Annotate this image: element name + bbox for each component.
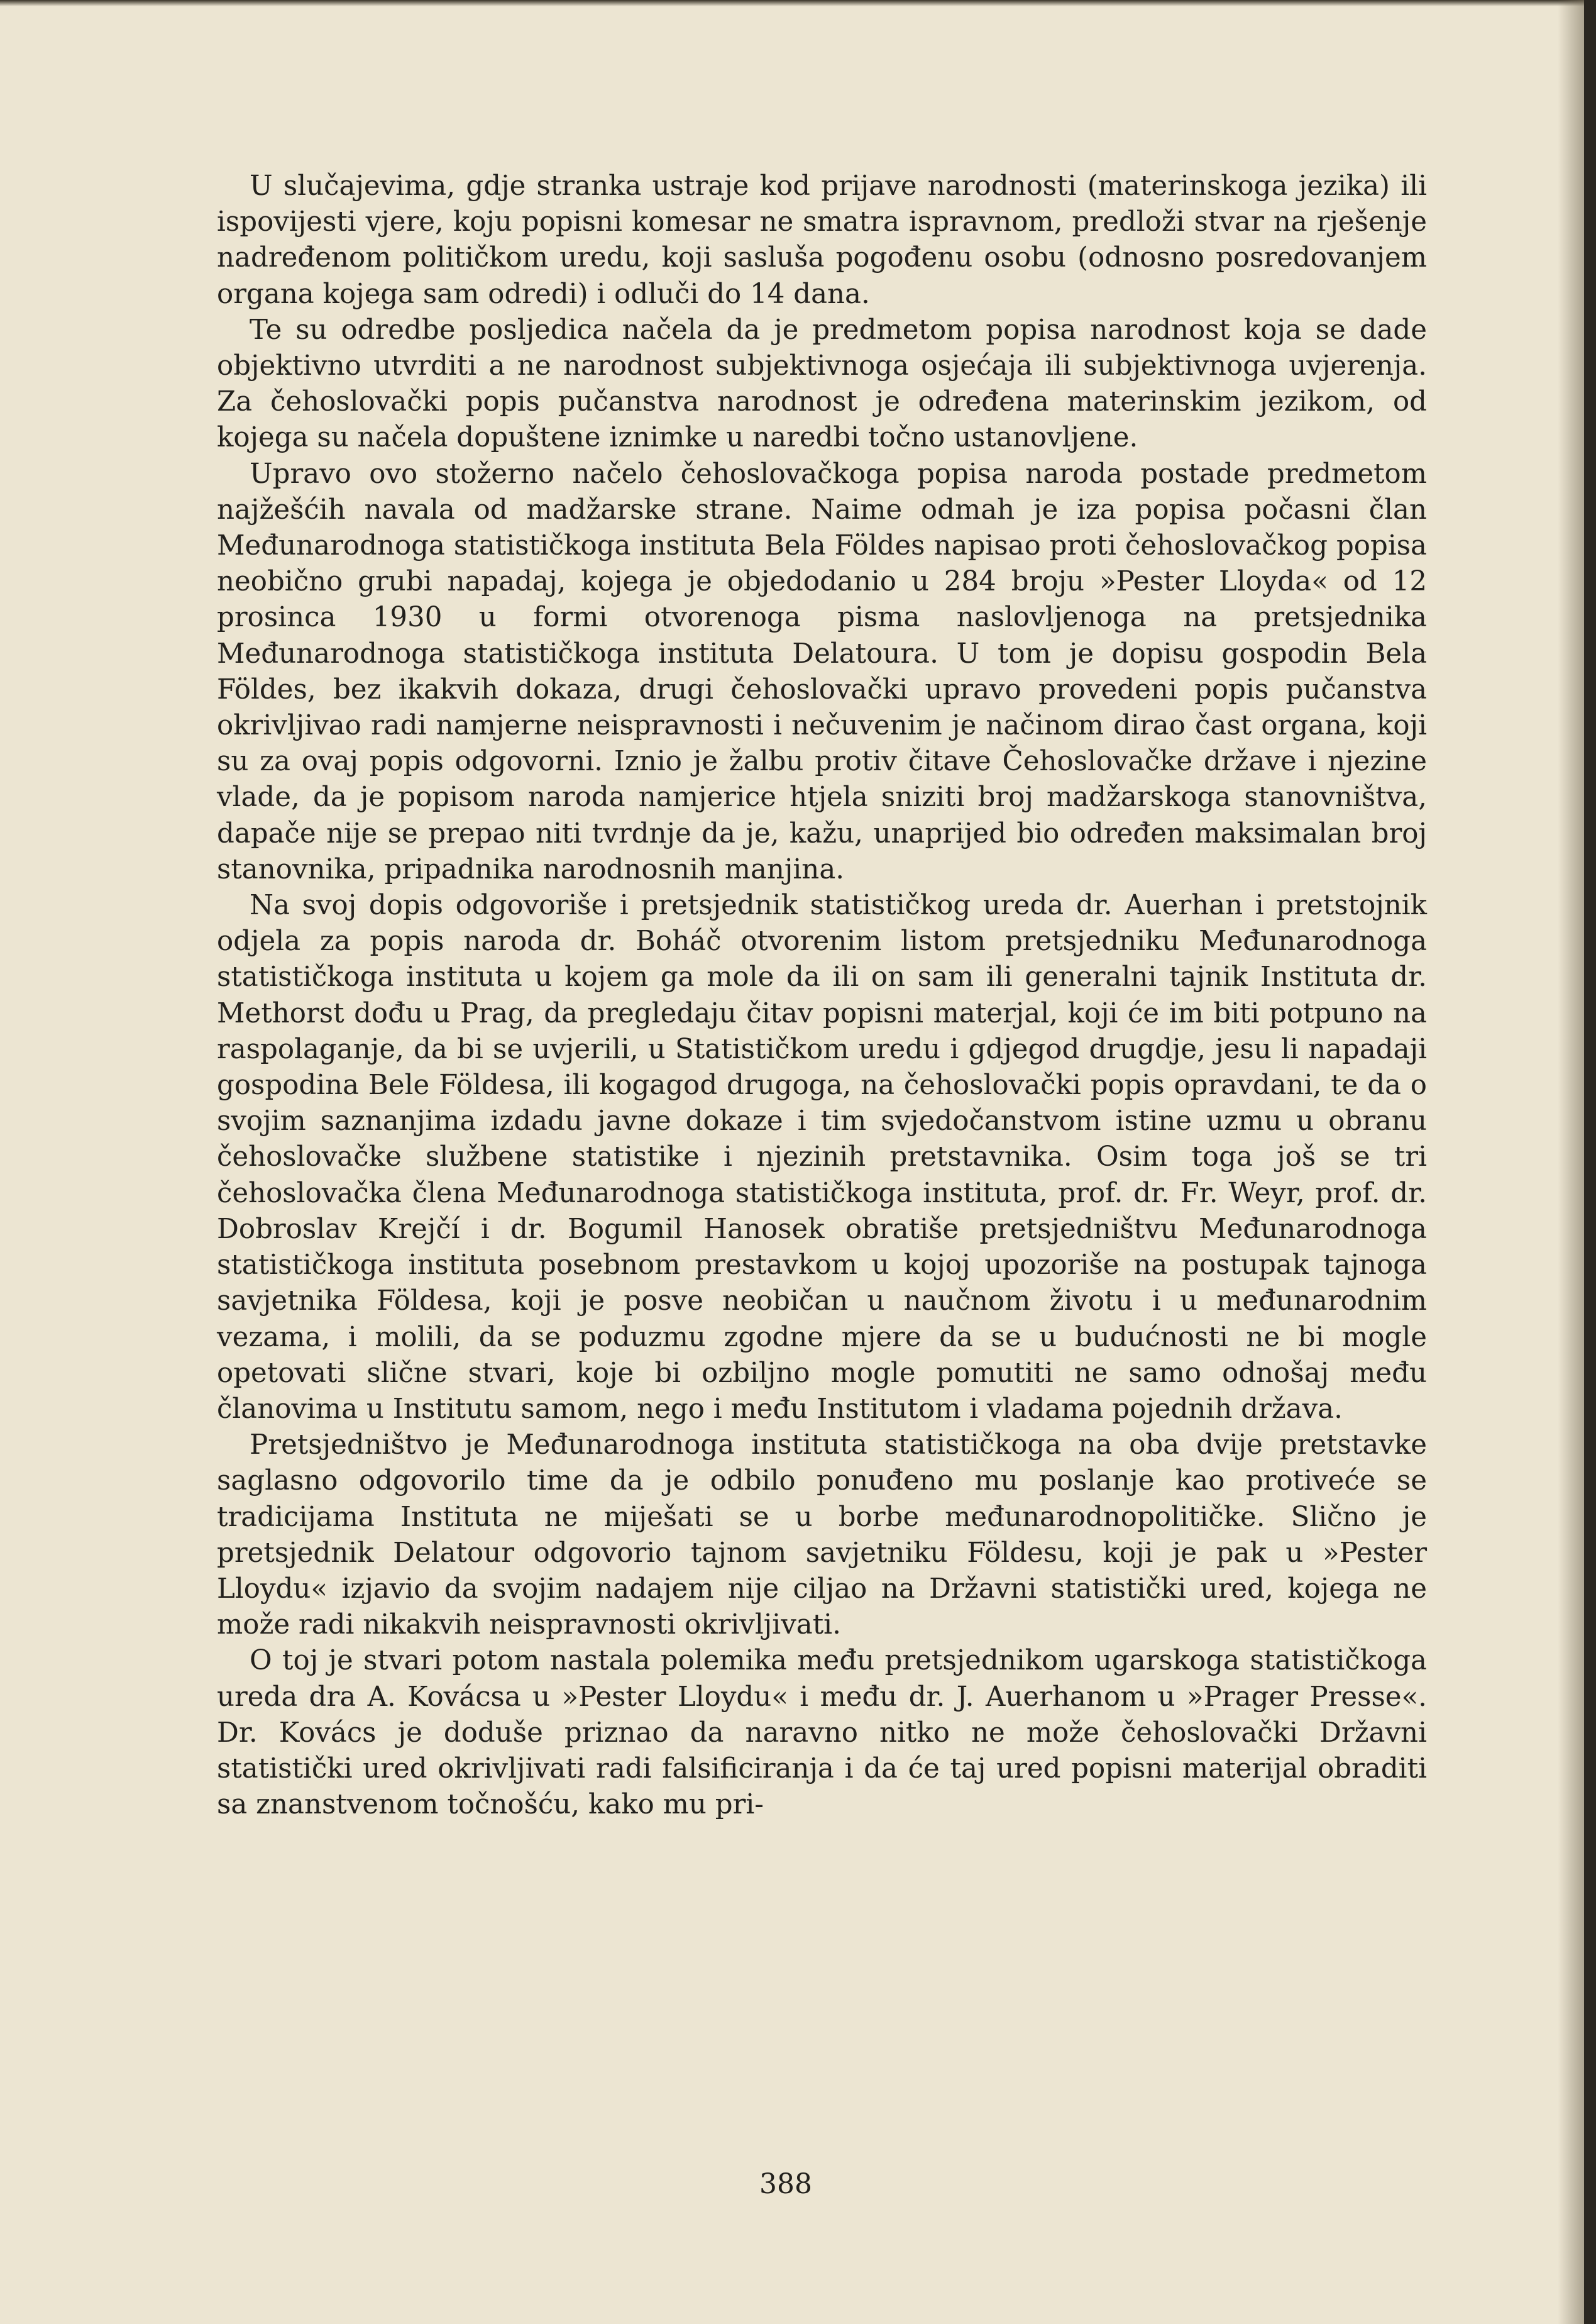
paragraph-4: Na svoj dopis odgovoriše i pretsjednik statističkog ureda dr. Auerhan i pretstojnik odjela za popis naroda dr. Boháč otvorenim listom pretsjedniku Međunarodnoga statističkoga instituta u kojem ga mole da ili on sam ili generalni tajnik Instituta dr. Methorst dođu u Prag, da pregledaju čitav popisni materjal, koji će im biti potpuno na raspolaganje, da bi se uvjerili, u Statističkom uredu i gdjegod drugdje, jesu li napadaji gospodina Bele Földesa, ili kogagod drugoga, na čehoslovački popis opravdani, te da o svojim saznanjima izdadu javne dokaze i tim svjedočanstvom istine uzmu u obranu čehoslovačke službene statistike i njezinih pretstavnika. Osim toga još se tri čehoslovačka člena Međunarodnoga statističkoga instituta, prof. dr. Fr. Weyr, prof. dr. Dobroslav Krejčí i dr. Bogumil Hanosek obratiše pretsjedništvu Međunarodnoga statističkoga instituta posebnom prestavkom u kojoj upozoriše na postupak tajnoga savjetnika Földesa, koji je posve neobičan u naučnom životu i u međunarodnim vezama, i molili, da se poduzmu zgodne mjere da se u budućnosti ne bi mogle opetovati slične stvari, koje bi ozbiljno mogle pomutiti ne samo odnošaj među članovima u Institutu samom, nego i među Institutom i vladama pojednih država. xyxy=(217,890,1427,1425)
page-binding-edge xyxy=(1558,0,1584,2324)
paragraph-1: U slučajevima, gdje stranka ustraje kod prijave narodnosti (materinskoga jezika) ili ispovijesti vjere, koju popisni komesar ne smatra ispravnom, predloži stvar na rješenje nadređenom političkom uredu, koji sasluša pogođenu osobu (odnosno posredovanjem organa kojega sam odredi) i odluči do 14 dana. xyxy=(217,170,1427,310)
paragraph-2: Te su odredbe posljedica načela da je predmetom popisa narodnost koja se dade objektivno utvrditi a ne narodnost subjektivnoga osjećaja ili subjektivnoga uvjerenja. Za čehoslovački popis pučanstva narodnost je određena materinskim jezikom, od kojega su načela dopuštene iznimke u naredbi točno ustanovljene. xyxy=(217,314,1427,454)
paragraph-3: Upravo ovo stožerno načelo čehoslovačkoga popisa naroda postade predmetom najžešćih navala od madžarske strane. Naime odmah je iza popisa počasni član Međunarodnoga statističkoga instituta Bela Földes napisao proti čehoslovačkog popisa neobično grubi napadaj, kojega je objedodanio u 284 broju »Pester Lloyda« od 12 prosinca 1930 u formi otvorenoga pisma naslovljenoga na pretsjednika Međunarodnoga statističkoga instituta Delatoura. U tom je dopisu gospodin Bela Földes, bez ikakvih dokaza, drugi čehoslovački upravo provedeni popis pučanstva okrivljivao radi namjerne neispravnosti i nečuvenim je načinom dirao čast organa, koji su za ovaj popis odgovorni. Iznio je žalbu protiv čitave Čehoslovačke države i njezine vlade, da je popisom naroda namjerice htjela sniziti broj madžarskoga stanovništva, dapače nije se prepao niti tvrdnje da je, kažu, unaprijed bio određen maksimalan broj stanovnika, pripadnika narodnosnih manjina. xyxy=(217,458,1427,885)
page-number: 388 xyxy=(759,2168,812,2200)
page-top-edge xyxy=(0,0,1584,6)
paragraph-6: O toj je stvari potom nastala polemika među pretsjednikom ugarskoga statističkoga ureda dra A. Kovácsa u »Pester Lloydu« i među dr. J. Auerhanom u »Prager Presse«. Dr. Kovács je doduše priznao da naravno nitko ne može čehoslovački Državni statistički ured okrivljivati radi falsificiranja i da će taj ured popisni materijal obraditi sa znanstvenom točnošću, kako mu pri- xyxy=(217,1645,1427,1821)
body-text xyxy=(217,169,1427,1823)
paragraph-5: Pretsjedništvo je Međunarodnoga instituta statističkoga na oba dvije pretstavke saglasno odgovorilo time da je odbilo ponuđeno mu poslanje kao protiveće se tradicijama Instituta ne miješati se u borbe međunarodnopolitičke. Slično je pretsjednik Delatour odgovorio tajnom savjetniku Földesu, koji je pak u »Pester Lloydu« izjavio da svojim nadajem nije ciljao na Državni statistički ured, kojega ne može radi nikakvih neispravnosti okrivljivati. xyxy=(217,1429,1427,1641)
